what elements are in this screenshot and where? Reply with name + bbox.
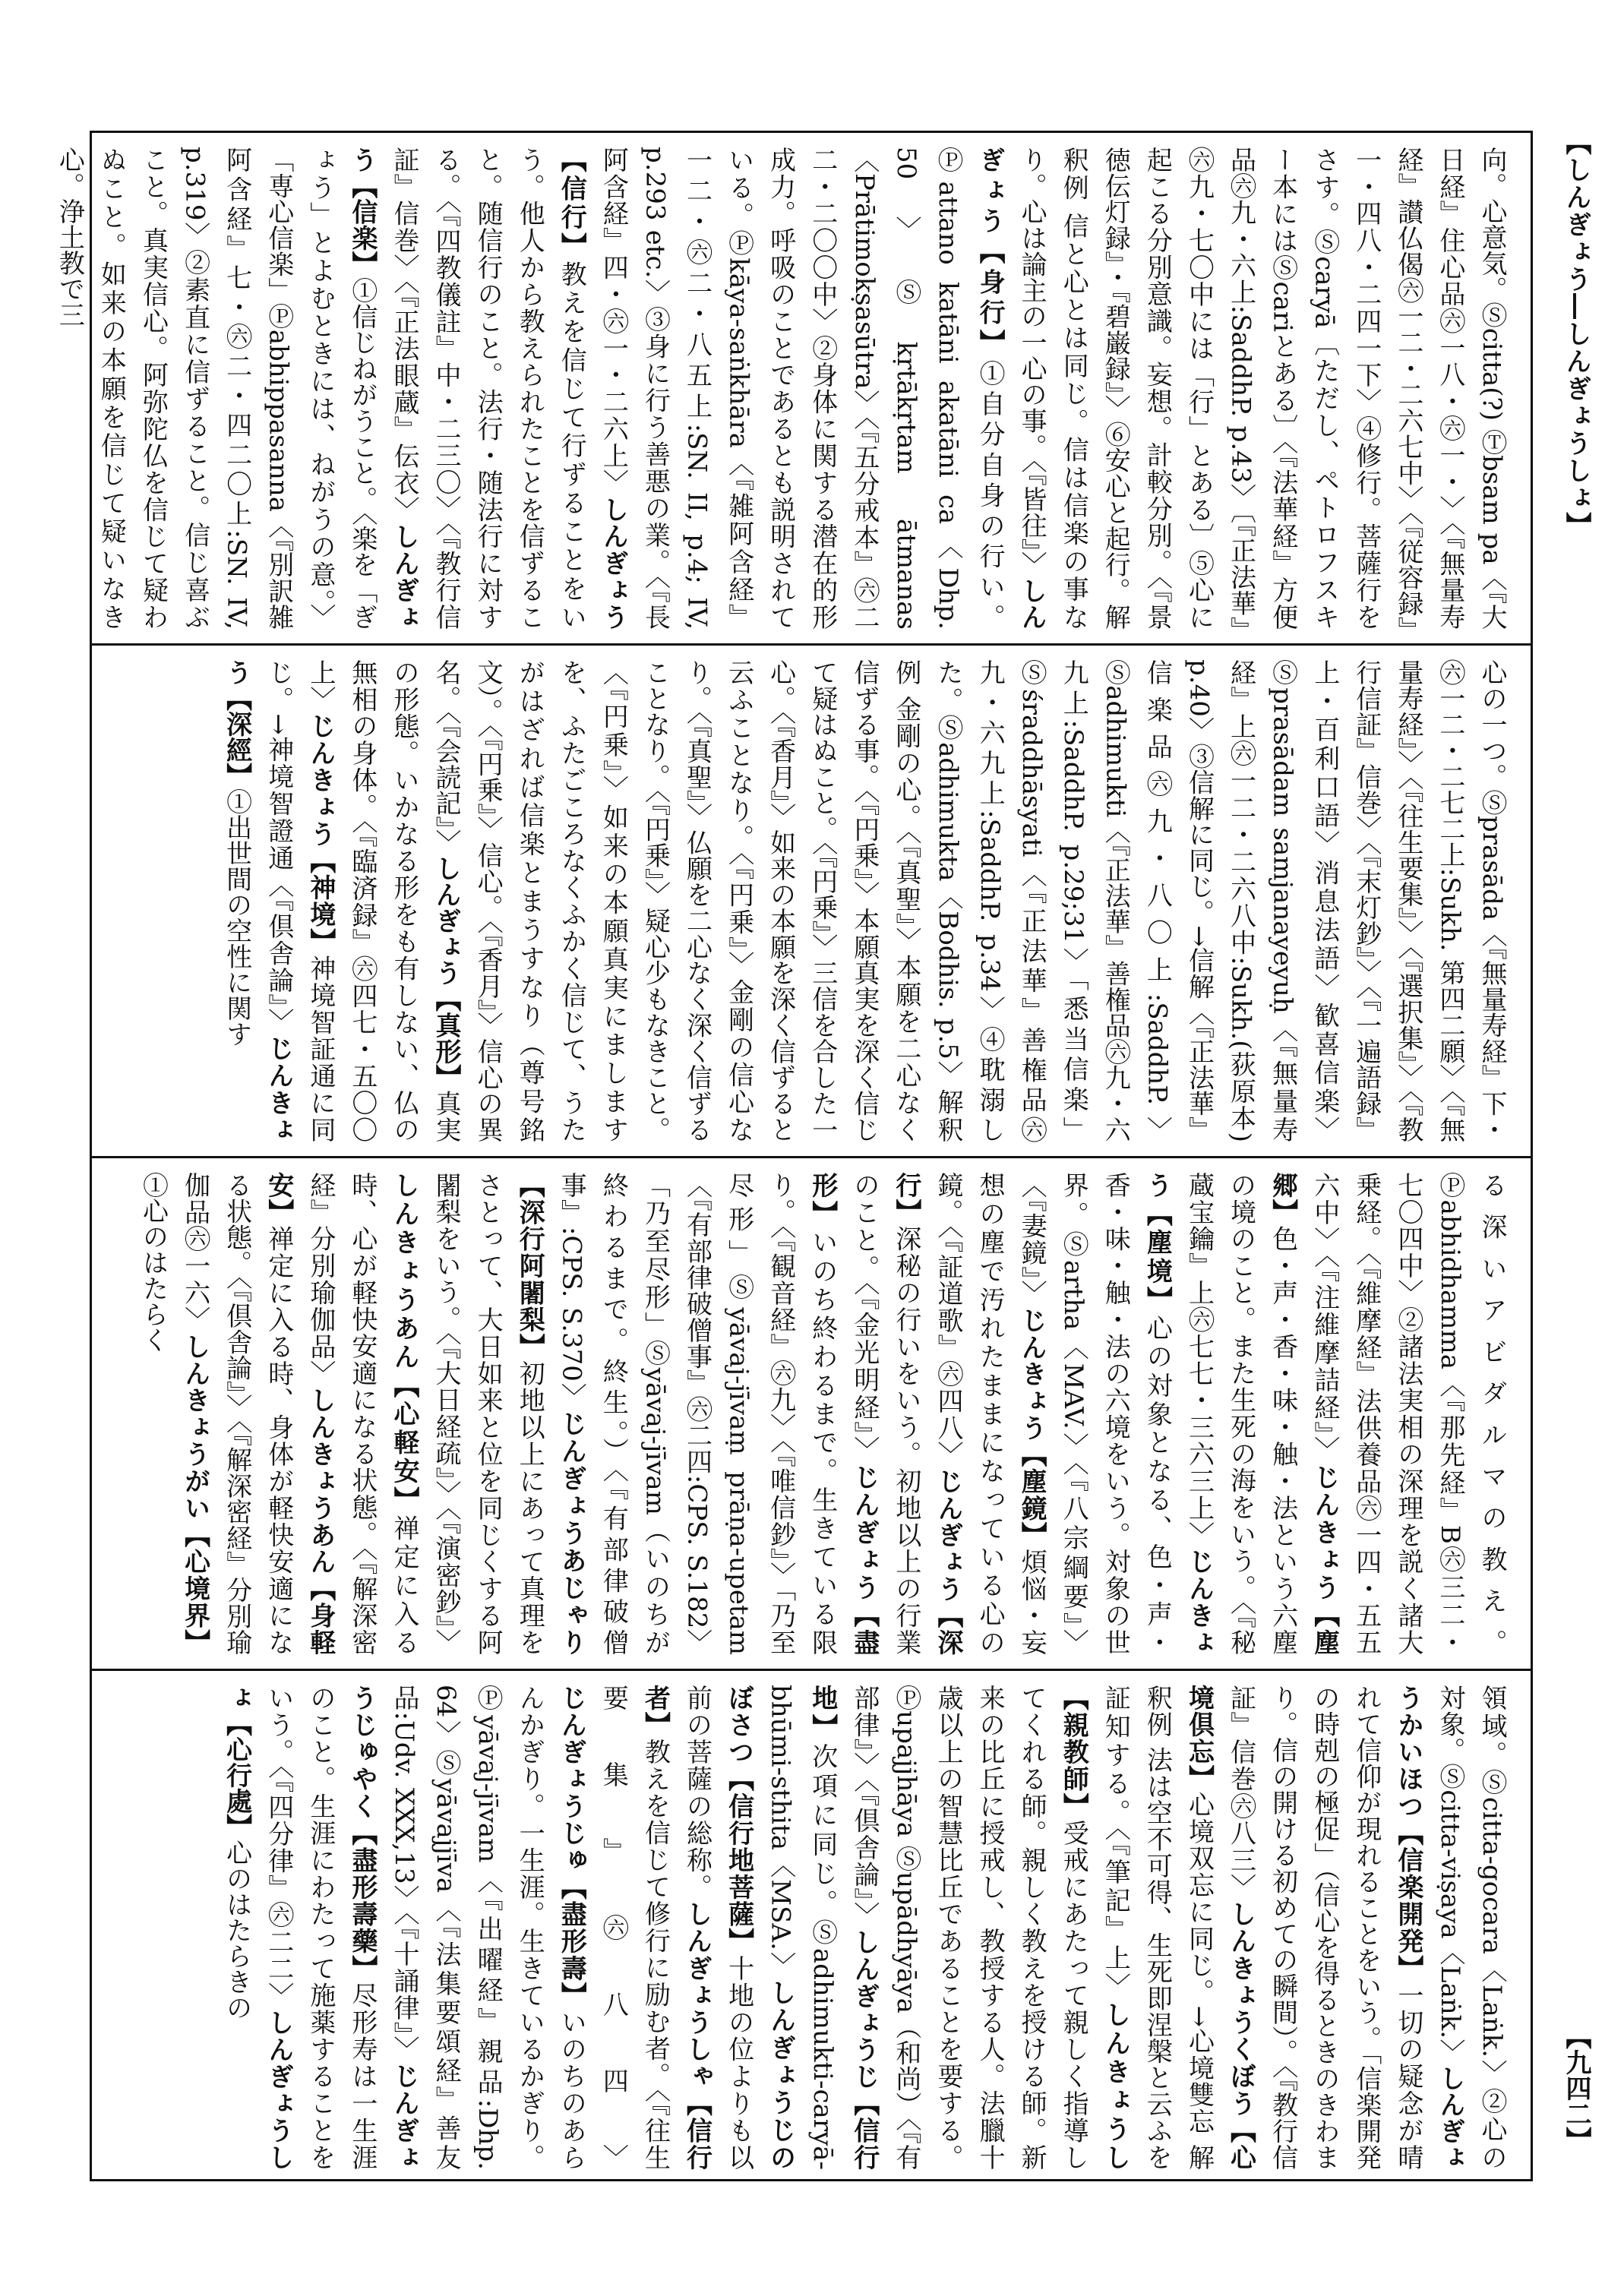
tier-body: [92, 1671, 1531, 2184]
entry-headword: じんぎょう【盡形】: [807, 1172, 880, 1656]
entry-text: いのち終わるまで。生きている限り。〈『観音経』㊅九〉〈『唯信鈔』〉「乃至尽形」Ⓢyāvaj-jīvaṃ prāṇa-upetam〈『有部律破僧事』㊅二四:CPS. S.182〉「乃至尽形」Ⓢyāvaj-jīvam（いのちが終わるまで。終生。）〈『有部律破僧事』:CPS. S.370〉: [556, 1172, 838, 1655]
entry-text: 教えを信じて修行に励む者。〈『往生要集』㊅八四〉: [598, 1685, 671, 2170]
entry-headword: じんぎょうあじゃり【深行阿闍梨】: [514, 1172, 587, 1656]
entry-headword: じんきょう【神境】: [305, 712, 336, 955]
entry-headword: しんきょうし【親教師】: [1058, 1685, 1131, 2171]
entry-headword: じんきょう【塵鏡】: [1016, 1307, 1047, 1549]
entry-headword: じんきょう【塵境】: [1142, 1172, 1215, 1656]
dictionary-entry: [849, 1685, 1130, 2170]
entry-headword: しんぎょうかいほつ【信楽開発】: [1392, 1685, 1465, 2171]
entry-text: ①自分自身の行い。Ⓟattano katāni akatāni ca〈Dhp. 50〉Ⓢkṛtākṛtam ātmanas〈Prātimokṣasūtra〉〈『五分戒本』㊅二二・二〇〇中〉②身体に関する潜在的形成力。呼吸のことであるとも説明されている。Ⓟkāya-saṅkhāra〈『雑阿含経』一二・㊅二・八五上:SN. II, p.4; IV, p.293 etc.〉③身に行う善悪の業。〈『長阿含経』四・㊅一・二六上〉: [598, 147, 1006, 630]
entry-headword: じんきょう【深經】: [221, 659, 294, 1142]
entry-text: 煩悩・妄想の塵で汚れたままになっている心の鏡。〈『証道歌』㊅四八〉: [932, 1172, 1047, 1656]
text-tier-3: [92, 1158, 1531, 1671]
text-tier-2: [92, 646, 1531, 1158]
entry-text: ①信じねがうこと。〈楽を「ぎょう」とよむときには、ねがうの意。〉「専心信楽」Ⓟabhippasanna〈『別訳雑阿含経』七・㊅二・四二〇上:SN. IV, p.319〉②素直に信ずること。信じ喜ぶこと。真実信心。阿弥陀仏を信じて疑わぬこと。如来の本願を信じて疑いなき心。浄土教で三: [54, 147, 378, 630]
entry-text: 真実の形態。いかなる形をも有しない、仏の無相の身体。〈『臨済録』㊅四七・五〇〇上〉: [305, 659, 462, 1143]
entry-headword: しんぎょう【信楽】: [346, 147, 419, 630]
entry-headword: しんぎょうじのぼさつ【信行地菩薩】: [723, 1685, 796, 2171]
entry-text: 十地の位よりも以前の菩薩の総称。: [681, 1685, 754, 2171]
tier-body: [92, 1158, 1531, 1669]
entry-text: 心の一つ。Ⓢprasāda〈『無量寿経』下・㊅一二・二七二上:Sukh. 第四二願〉〈『無量寿経』〉〈『往生要集』〉〈『選択集』〉〈『教行信証』信巻〉〈『末灯鈔』〉〈『一遍語録』上・百利口語〉消息法語〉歓喜信楽〉Ⓢprasādam samjanayeyuḥ〈『無量寿経』上㊅一二・二六八中:Sukh.(荻原本) p.40〉③信解に同じ。→信解〈『正法華』信楽品㊅九・八〇上:SaddhP.〉Ⓢadhimukti〈『正法華』善権品㊅九・六九上:SaddhP. p.29;31〉「悉当信楽」Ⓢśraddhāsyati〈『正法華』善権品㊅九・六九上:SaddhP. p.34〉④耽溺した。Ⓢadhimukta〈Bodhis. p.5〉: [932, 659, 1507, 1142]
entry-headword: じんぎょう【深行】: [890, 1172, 963, 1656]
entry-text: ①心のはたらく: [137, 1172, 169, 1353]
page-frame: [54, 131, 1533, 2181]
entry-headword: しんぎょう【真形】: [431, 855, 462, 1091]
entry-text: 色・声・香・味・触・法という六塵の境のこと。また生死の海をいう。〈『秘蔵宝鑰』上㊅七七・三六三上〉: [1183, 1172, 1298, 1656]
entry-text: 神境智証通に同じ。→神境智證通〈『倶舎論』〉: [263, 659, 336, 1143]
tier-body: [54, 133, 1531, 643]
entry-text: 教えを信じて行ずることをいう。他人から教えられたことを信ずること。随信行のこと。法行・随法行に対する。〈『四教儀註』中・二三〇〉〈『教行信証』信巻〉〈『正法眼蔵』伝衣〉: [388, 147, 587, 630]
tier-body: [92, 646, 1531, 1156]
dictionary-entry: [389, 147, 628, 630]
dictionary-entry: [1226, 1685, 1465, 2170]
entry-headword: しんきょうあん【心軽安】: [388, 1172, 419, 1515]
text-tier-4: [92, 1671, 1531, 2184]
entry-text: 心のはたらきの: [221, 1840, 252, 2020]
dictionary-entry: [598, 147, 1047, 630]
entry-text: 次項に同じ。Ⓢadhimukti-caryā-bhūmi-sthita〈MSA.〉: [765, 1685, 838, 2171]
dictionary-entry: [933, 659, 1507, 1142]
entry-text: 領域。Ⓢcitta-gocara〈Laṅk.〉②心の対象。Ⓢcitta-viṣaya〈Laṅk.〉: [1434, 1685, 1507, 2170]
entry-headword: しんきょうあん【身軽安】: [263, 1172, 336, 1656]
entry-headword: しんぎょうじ【信行地】: [807, 1685, 880, 2171]
entry-text: 一切の疑念が晴れて信仰が現れることをいう。「信楽開発の時剋の極促」（信心を得るときのきわまり。信の開ける初めての瞬間）。〈『教行信証』信巻㊅八三〉: [1225, 1685, 1423, 2171]
entry-text: ①出世間の空性に関す: [221, 788, 252, 1047]
entry-headword: しんきょうがい【心境界】: [179, 1333, 210, 1656]
entry-headword: しんぎょう【信行】: [556, 147, 629, 630]
page-number: 【九四二】: [1561, 2023, 1591, 2152]
entry-text: 心の対象となる、色・声・香・味・触・法の六境をいう。対象の世界。Ⓢartha〈MAV.〉〈『八宗綱要』〉〈『妻鏡』〉: [1016, 1172, 1173, 1655]
entry-text: いのちのあらんかぎり。一生涯。生きているかぎり。Ⓟyāvaj-jīvam〈『出曜経』親品:Dhp. 64〉Ⓢyāvajjīva〈『法集要頌経』善友品:Udv. XXX,13〉〈『十誦律』〉: [388, 1685, 587, 2171]
entry-text: 禅定に入る時、身体が軽快安適になる状態。〈『倶舎論』〉〈『解深密経』分別瑜伽品㊅一六〉: [179, 1172, 294, 1656]
entry-headword: しんぎょう【身行】: [975, 147, 1047, 630]
dictionary-entry: [54, 147, 419, 630]
entry-headword: じんぎょうじゅやく【盡形壽藥】: [346, 1685, 419, 2170]
dictionary-entry: [1016, 147, 1507, 630]
entry-text: 心境双忘に同じ。→心境雙忘 解釈例 法は空不可得、生死即涅槃と云ふを証知する。〈『筆記』上〉: [1100, 1685, 1215, 2171]
dictionary-entry: [556, 1172, 880, 1655]
entry-text: 向。心意気。Ⓢcitta(?) Ⓣbsam pa〈『大日経』住心品㊅一八・㊅一・〉〈『無量寿経』讃仏偈㊅一二・二六七中〉〈『従容録』一・四八・二四一下〉④修行。菩薩行をさす。Ⓢcaryā〔ただし、ペトロフスキー本にはⓈcariとある〕〈『法華経』方便品㊅九・六上:SaddhP. p.43〉〔『正法華』㊅九・七〇中には「行」とある〕⑤心に起こる分別意識。妄想。計較分別。〈『景徳伝灯録』・『碧巌録』〉⑥安心と起行。解釈例 信と心とは同じ。信は信楽の事なり。心は論主の一心の事。〈『皆往』〉: [1016, 147, 1507, 630]
entry-headword: じんきょう【塵郷】: [1267, 1172, 1340, 1656]
entry-text: 初地以上にあって真理をさとって、大日如来と位を同じくする阿闍梨をいう。〈『大日経疏』〉〈『演密鈔』〉: [431, 1172, 545, 1656]
entry-headword: しんきょうくぼう【心境倶忘】: [1183, 1685, 1256, 2171]
entry-text: る深いアビダルマの教え。Ⓟabhidhamma〈『那先経』B㊅三二・七〇四中〉②諸法実相の深理を説く諸大乗経。〈『維摩経』法供養品㊅一四・五五六中〉〈『注維摩詰経』〉: [1309, 1172, 1507, 1655]
entry-headword: しんぎょうしゃ【信行者】: [640, 1685, 712, 2171]
dictionary-entry: [431, 659, 963, 1142]
text-tier-1: [54, 133, 1531, 646]
entry-text: 尽形寿は一生涯のこと。生涯にわたって施薬することをいう。〈『四分律』㊅二二〉: [263, 1685, 378, 2171]
entry-text: 解釈例 金剛の心。〈『真聖』〉本願を二心なく信ずる事。〈『円乗』〉本願真実を深く信じて疑はぬこと。〈『円乗』〉三信を合した一心。〈『香月』〉如来の本願を深く信ずると云ふことなり。〈『円乗』〉金剛の信心なり。〈『真聖』〉仏願を二心なく深く信ずることなり。〈『円乗』〉疑心少もなきこと。〈『円乗』〉如来の本願真実にましますを、ふたごころなくふかく信じて、うたがはざれば信楽とまうすなり（尊号銘文）。〈『円乗』〉信心。〈『香月』〉信心の異名。〈『会読記』〉: [431, 659, 963, 1143]
entry-headword: じんぎょうじゅ【盡形壽】: [556, 1685, 587, 2010]
entry-text: 禅定に入る時、心が軽快安適になる状態。〈『解深密経』分別瑜伽品〉: [305, 1172, 419, 1655]
entry-text: 受戒にあたって親しく指導してくれる師。親しく教えを授ける師。新来の比丘に授戒し、教授する人。法臘十歳以上の智慧比丘であることを要する。Ⓟupajjhāya Ⓢupādhyāya（和尚）〈『有部律』〉〈『倶舎論』〉: [848, 1685, 1089, 2171]
entry-text: 深秘の行いをいう。初地以上の行業のこと。〈『金光明経』〉: [848, 1172, 921, 1656]
entry-headword: しんぎょうしょ【心行處】: [221, 1685, 294, 2170]
running-head: 【しんぎょう―しんぎょうしょ】: [1561, 129, 1591, 539]
